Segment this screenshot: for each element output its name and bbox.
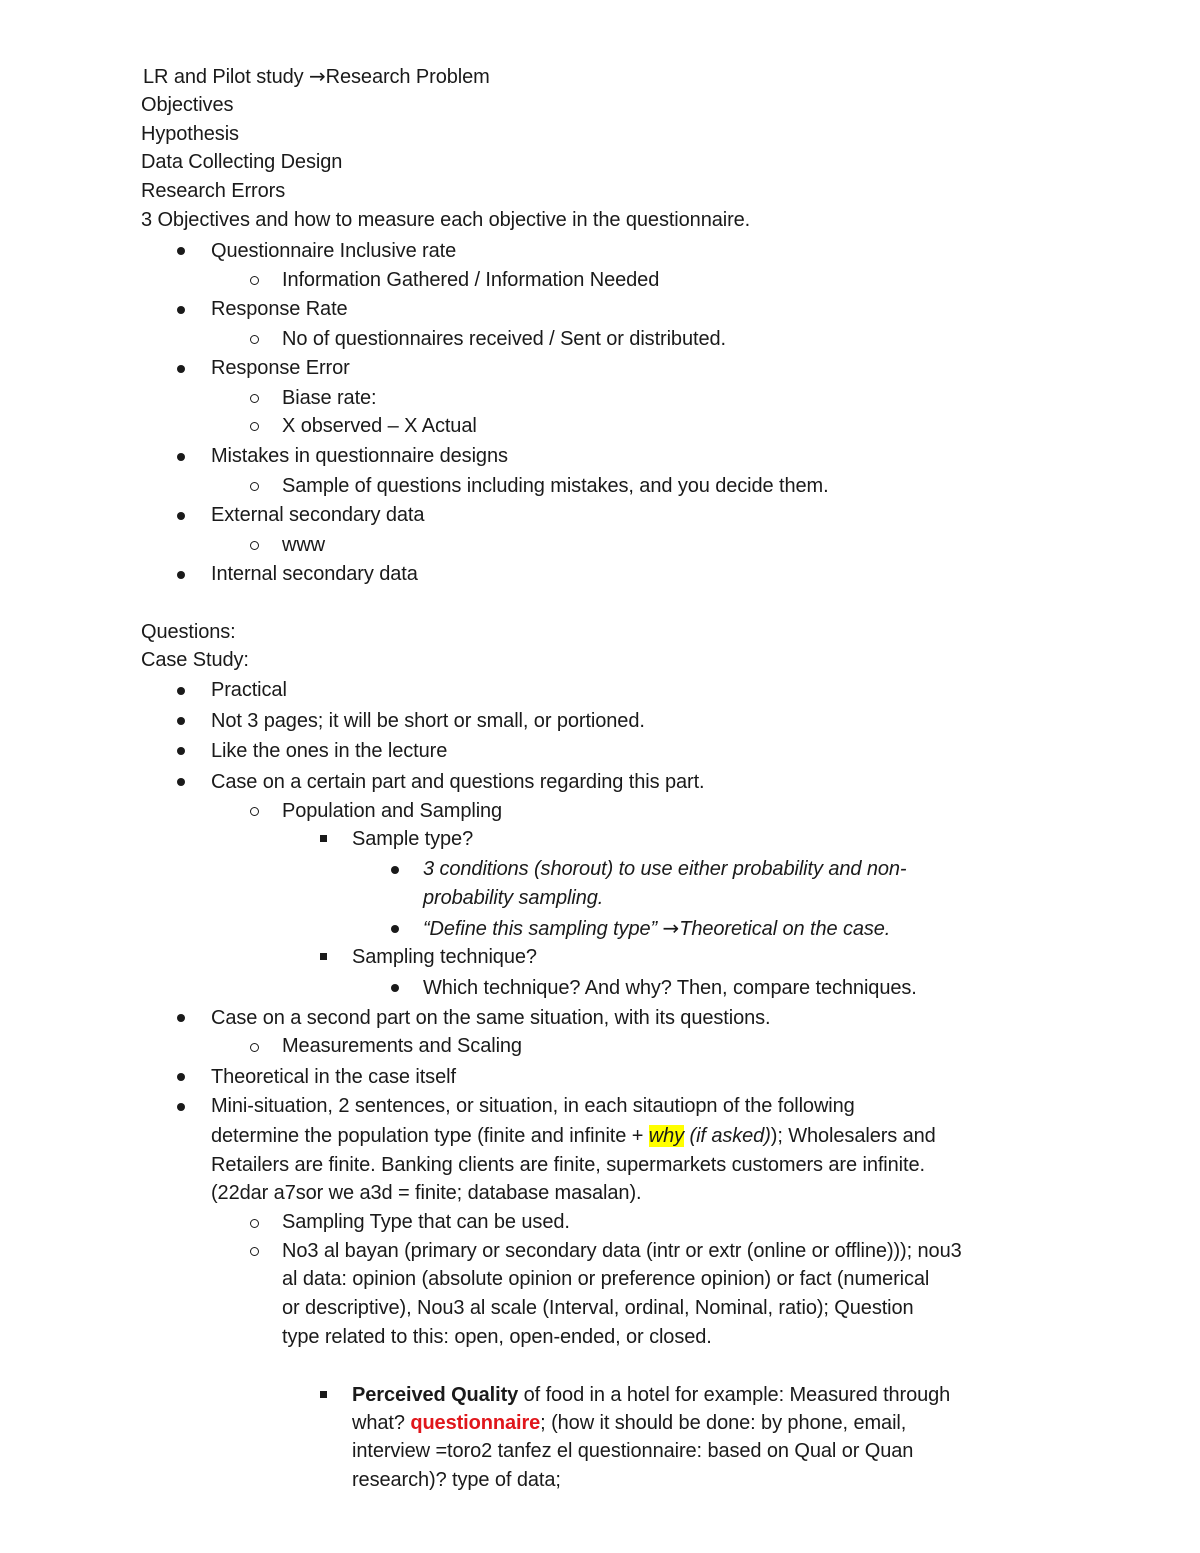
bullet-circle-icon	[250, 807, 259, 816]
bullet-circle-icon	[250, 1247, 259, 1256]
text: (if asked)	[684, 1125, 771, 1147]
list-item-cont: Retailers are finite. Banking clients are finite, supermarkets customers are infinite.	[211, 1154, 925, 1176]
text: determine the population type (finite and infinite +	[211, 1125, 649, 1147]
list-item: Mistakes in questionnaire designs	[211, 445, 508, 467]
list-level4-item: Which technique? And why? Then, compare techniques.	[423, 977, 917, 999]
bullet-dot-icon	[177, 247, 185, 255]
list-subitem: No of questionnaires received / Sent or distributed.	[282, 328, 726, 350]
list-item: Theoretical in the case itself	[211, 1066, 456, 1088]
bullet-dot-icon	[177, 778, 185, 786]
bullet-square-icon	[320, 835, 327, 842]
list-subsubitem-cont: research)? type of data;	[352, 1469, 561, 1491]
heading-line-6: 3 Objectives and how to measure each objective in the questionnaire.	[141, 209, 751, 231]
bullet-circle-icon	[250, 335, 259, 344]
text: what?	[352, 1412, 411, 1434]
bullet-circle-icon	[250, 1043, 259, 1052]
bullet-circle-icon	[250, 394, 259, 403]
list-item: Like the ones in the lecture	[211, 740, 448, 762]
list-subitem: Measurements and Scaling	[282, 1035, 522, 1057]
arrow-right-icon: →	[308, 64, 326, 88]
list-subsubitem: Sample type?	[352, 828, 474, 850]
highlighted-word: why	[648, 1125, 685, 1147]
list-subitem: Information Gathered / Information Needed	[282, 269, 660, 291]
text: of food in a hotel for example: Measured through	[518, 1384, 951, 1406]
list-item: Response Error	[211, 357, 350, 379]
text: ; (how it should be done: by phone, email,	[540, 1412, 907, 1434]
bold-term: Perceived Quality	[352, 1384, 519, 1406]
bullet-dot-icon	[177, 747, 185, 755]
bullet-dot-icon	[391, 866, 399, 874]
arrow-right-icon: →	[662, 916, 680, 940]
bullet-circle-icon	[250, 541, 259, 550]
list-subitem-cont: al data: opinion (absolute opinion or preference opinion) or fact (numerical	[282, 1268, 930, 1290]
bullet-dot-icon	[177, 306, 185, 314]
list-item: Practical	[211, 679, 287, 701]
list-subitem: Biase rate:	[282, 387, 377, 409]
bullet-circle-icon	[250, 422, 259, 431]
list-item: Response Rate	[211, 298, 348, 320]
bullet-dot-icon	[177, 1103, 185, 1111]
text: LR and Pilot study	[143, 66, 309, 88]
list-subitem: Sample of questions including mistakes, and you decide them.	[282, 475, 829, 497]
bullet-circle-icon	[250, 482, 259, 491]
bullet-circle-icon	[250, 276, 259, 285]
list-item: Not 3 pages; it will be short or small, or portioned.	[211, 710, 645, 732]
list-item-cont	[211, 1122, 936, 1150]
bullet-square-icon	[320, 953, 327, 960]
list-level4-item: 3 conditions (shorout) to use either probability and non-	[423, 858, 907, 880]
text: “Define this sampling type”	[423, 918, 663, 940]
list-subsubitem	[352, 1381, 950, 1409]
bullet-dot-icon	[177, 571, 185, 579]
heading-line-1	[143, 62, 490, 91]
list-item: External secondary data	[211, 504, 425, 526]
questions-heading: Questions:	[141, 621, 236, 643]
list-subsubitem-cont	[352, 1409, 906, 1437]
bullet-dot-icon	[177, 1014, 185, 1022]
list-subitem: Sampling Type that can be used.	[282, 1211, 570, 1233]
list-subitem: www	[282, 534, 326, 556]
bullet-dot-icon	[391, 984, 399, 992]
text: ); Wholesalers and	[770, 1125, 936, 1147]
heading-line-5: Research Errors	[141, 180, 286, 202]
list-item: Case on a second part on the same situation, with its questions.	[211, 1007, 771, 1029]
list-item: Mini-situation, 2 sentences, or situation, in each sitautiopn of the following	[211, 1095, 855, 1117]
bullet-dot-icon	[177, 717, 185, 725]
heading-line-4: Data Collecting Design	[141, 151, 343, 173]
bullet-circle-icon	[250, 1219, 259, 1228]
list-subitem: No3 al bayan (primary or secondary data (intr or extr (online or offline))); nou3	[282, 1240, 962, 1262]
heading-line-3: Hypothesis	[141, 123, 239, 145]
list-level4-item-cont: probability sampling.	[423, 887, 604, 909]
list-item-cont: (22dar a7sor we a3d = finite; database masalan).	[211, 1182, 642, 1204]
list-subsubitem-cont: interview =toro2 tanfez el questionnaire: based on Qual or Quan	[352, 1440, 914, 1462]
bullet-dot-icon	[177, 1073, 185, 1081]
bullet-square-icon	[320, 1391, 327, 1398]
bullet-dot-icon	[177, 687, 185, 695]
bullet-dot-icon	[177, 365, 185, 373]
list-subsubitem: Sampling technique?	[352, 946, 537, 968]
list-item: Questionnaire Inclusive rate	[211, 240, 457, 262]
list-item: Case on a certain part and questions regarding this part.	[211, 771, 705, 793]
list-subitem: Population and Sampling	[282, 800, 503, 822]
text: Theoretical on the case.	[679, 918, 891, 940]
case-study-heading: Case Study:	[141, 649, 249, 671]
list-item: Internal secondary data	[211, 563, 418, 585]
bullet-dot-icon	[391, 925, 399, 933]
list-level4-item	[423, 914, 890, 943]
text: Research Problem	[325, 66, 490, 88]
red-term: questionnaire	[410, 1412, 541, 1434]
list-subitem-cont: or descriptive), Nou3 al scale (Interval, ordinal, Nominal, ratio); Question	[282, 1297, 914, 1319]
bullet-dot-icon	[177, 453, 185, 461]
list-subitem-cont: type related to this: open, open-ended, or closed.	[282, 1326, 712, 1348]
heading-line-2: Objectives	[141, 94, 234, 116]
bullet-dot-icon	[177, 512, 185, 520]
list-subitem: X observed – X Actual	[282, 415, 477, 437]
